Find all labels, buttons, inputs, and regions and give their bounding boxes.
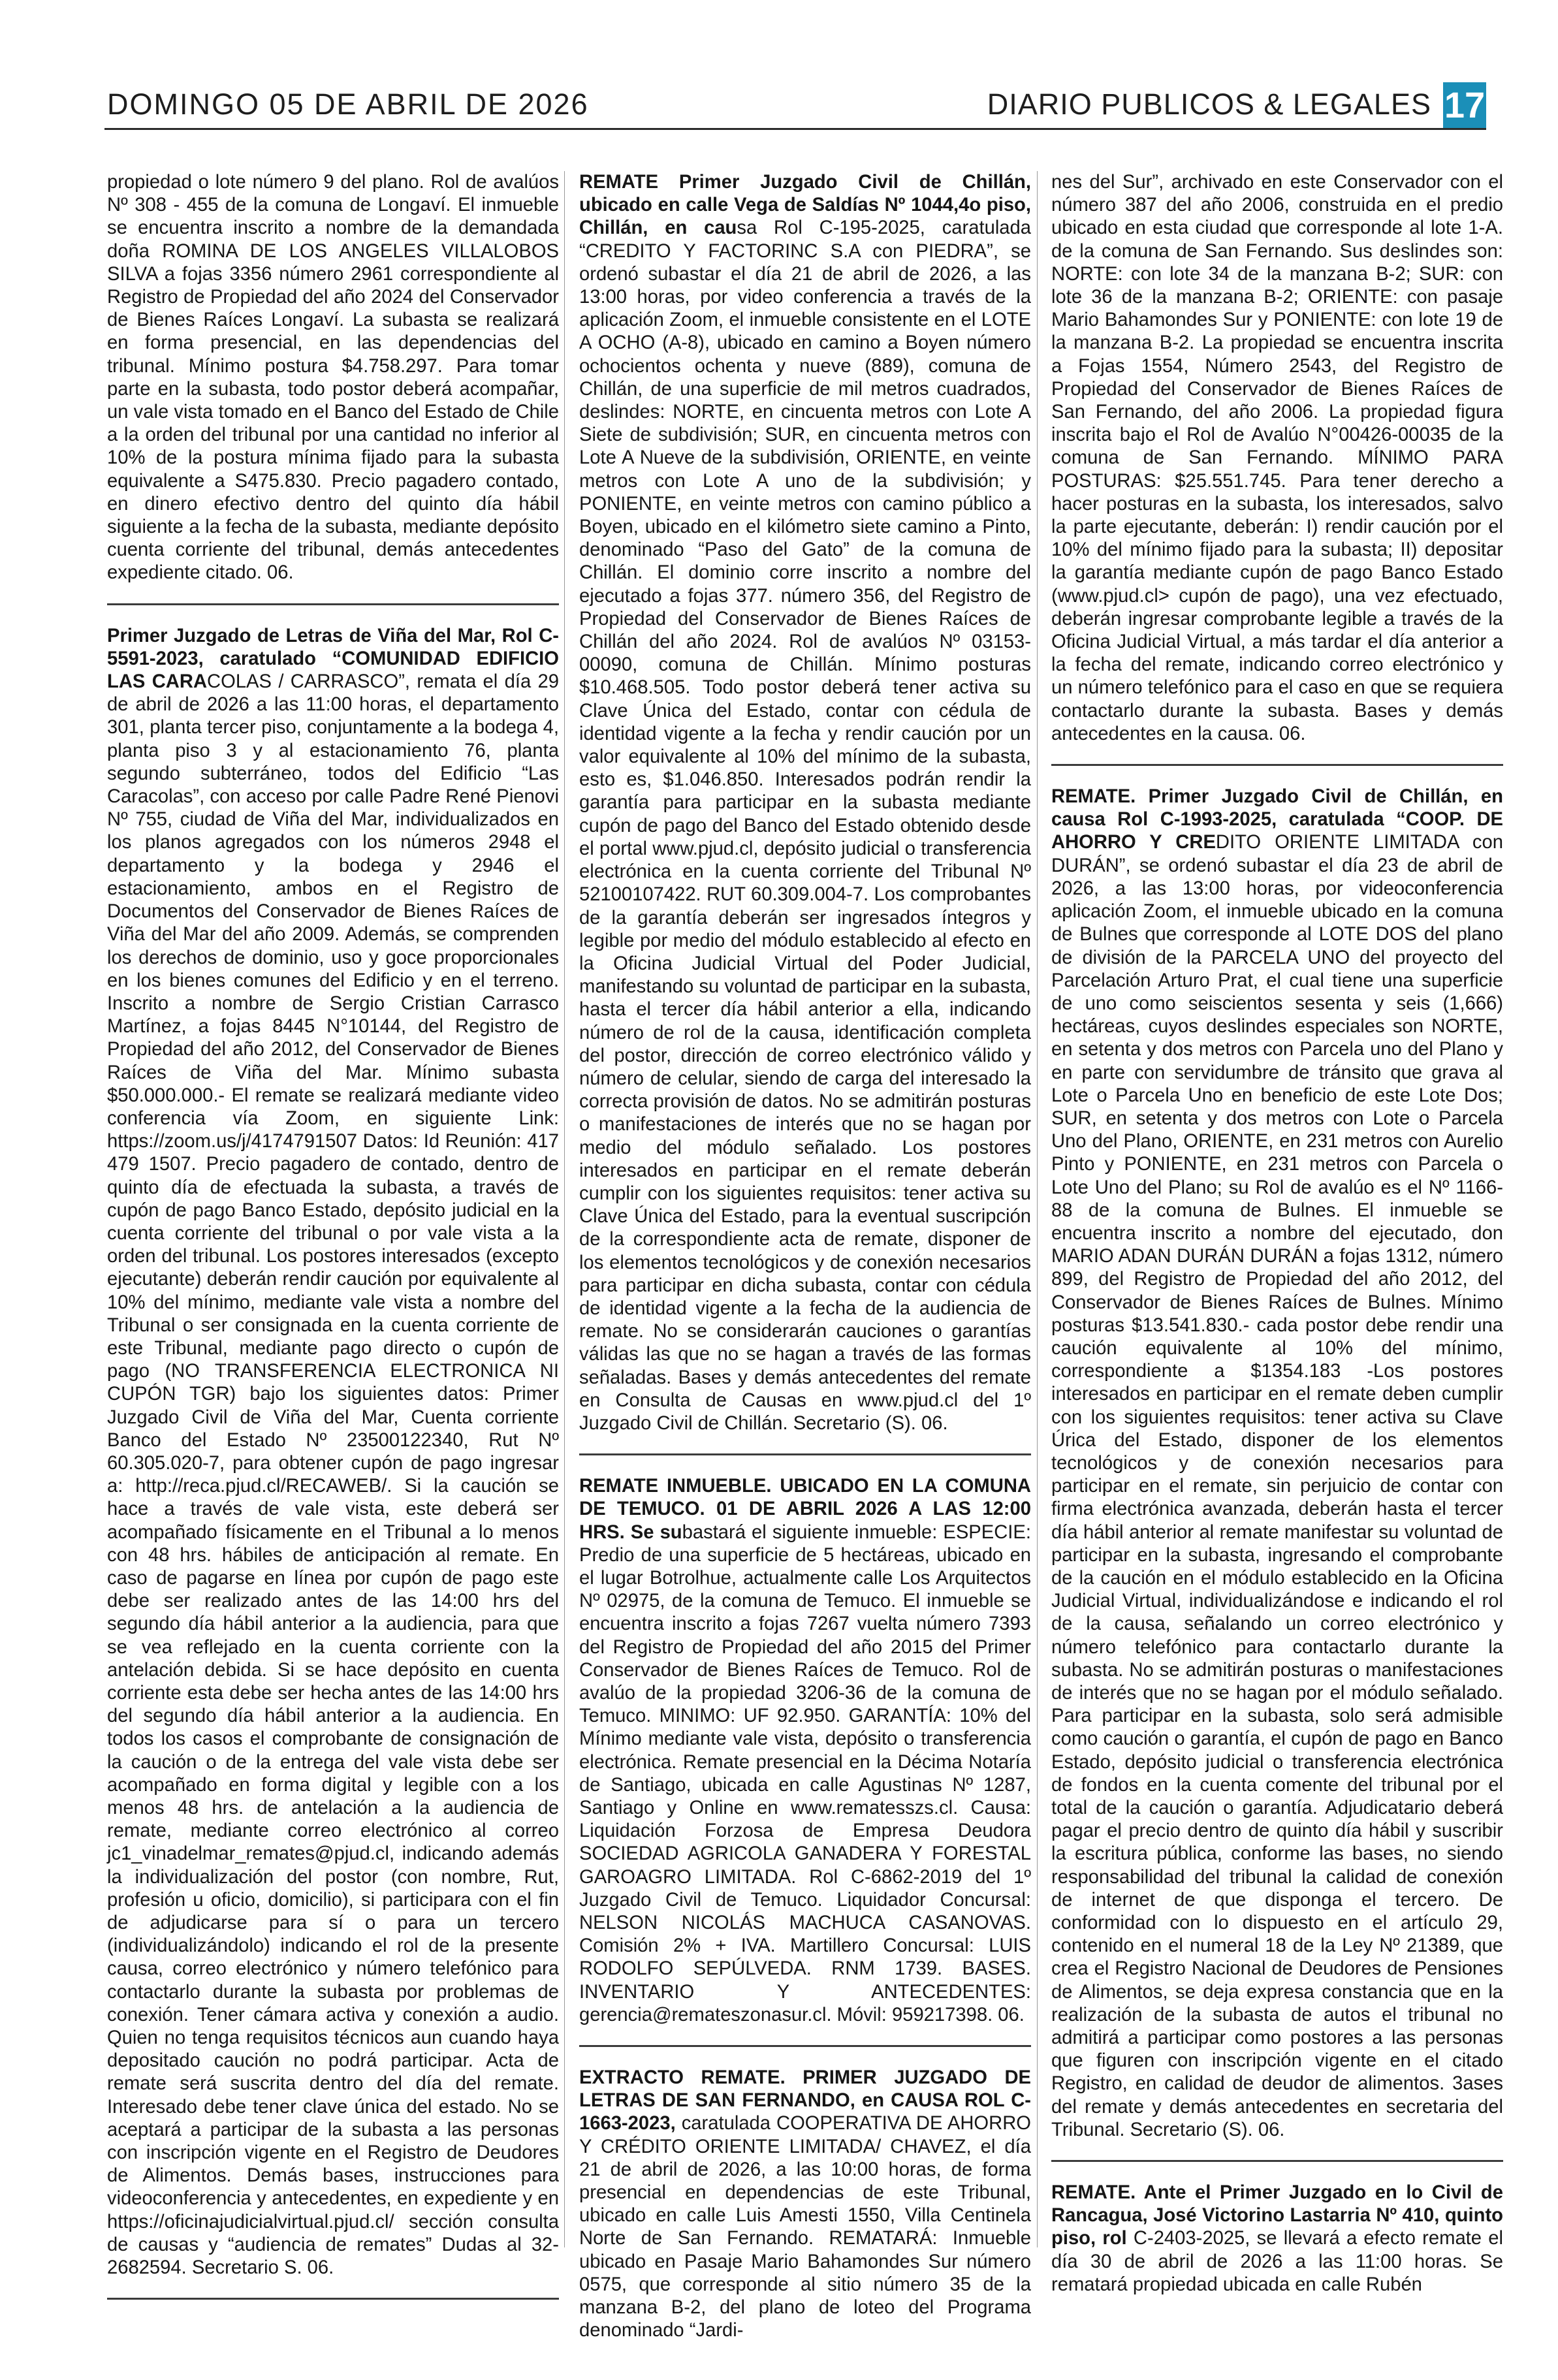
- issue-date: DOMINGO 05 DE ABRIL DE 2026: [107, 87, 589, 121]
- column-rule: [564, 171, 565, 2247]
- legal-notice: REMATE Primer Juzgado Civil de Chillán, ubicado en calle Vega de Saldías Nº 1044,4o piso, Chillán, en causa Rol C-195-2025, caratulada “CREDITO Y FACTORINC S.A con PIEDRA”, se ordenó subastar el día 21 de abril de 2026, a las 13:00 horas, por video conferencia a través de la aplicación Zoom, el inmueble consistente en el LOTE A OCHO (A-8), ubicado en camino a Boyen número ochocientos ochenta y nueve (889), comuna de Chillán, de una superficie de mil metros cuadrados, deslindes: NORTE, en cincuenta metros con Lote A Siete de subdivisión; SUR, en cincuenta metros con Lote A Nueve de la subdivisión, ORIENTE, en veinte metros con Lote A uno de la subdivisión; y PONIENTE, en veinte metros con camino público a Boyen, ubicado en el kilómetro siete camino a Pinto, denominado “Paso del Gato” de la comuna de Chillán. El dominio corre inscrito a nombre del ejecutado a fojas 377. número 356, del Registro de Propiedad del Conservador de Bienes Raíces de Chillán del año 2024. Rol de avalúos Nº 03153-00090, comuna de Chillán. Mínimo posturas $10.468.505. Todo postor deberá tener activa su Clave Única del Estado, contar con cédula de identidad vigente a la fecha y rendir caución por un valor equivalente al 10% del mínimo de la subasta, esto es, $1.046.850. Interesados podrán rendir la garantía para participar en la subasta mediante cupón de pago del Banco del Estado obtenido desde el portal www.pjud.cl, depósito judicial o transferencia electrónica en la cuenta corriente del Tribunal Nº 52100107422. RUT 60.309.004-7. Los comprobantes de la garantía deberán ser ingresados íntegros y legible por medio del módulo establecido al efecto en la Oficina Judicial Virtual del Poder Judicial, manifestando su voluntad de participar en la subasta, hasta el tercer día hábil anterior a ella, indicando número de rol de la causa, identificación completa del postor, dirección de correo electrónico válido y número de celular, siendo de carga del interesado la correcta provisión de datos. No se admitirán posturas o manifestaciones de interés que no se hagan por medio del módulo señalado. Los postores interesados en participar en el remate deberán cumplir con los siguientes requisitos: tener activa su Clave Única del Estado, para la eventual suscripción de la correspondiente acta de remate, disponer de los elementos tecnológicos y de conexión necesarios para participar en dicha subasta, contar con cédula de identidad vigente a la fecha de la audiencia de remate. No se considerarán cauciones o garantías válidas las que no se hagan a través de las formas señaladas. Bases y demás antecedentes del remate en Consulta de Causas en www.pjud.cl del 1º Juzgado Civil de Chillán. Secretario (S). 06.: [579, 171, 1031, 1455]
- legal-notice: nes del Sur”, archivado en este Conservador con el número 387 del año 2006, construida en el predio ubicado en esta ciudad que corresponde al lote 1-A. de la comuna de San Fernando. Sus deslindes son: NORTE: con lote 34 de la manzana B-2; SUR: con lote 36 de la manzana B-2; ORIENTE: con pasaje Mario Bahamondes Sur y PONIENTE: con lote 19 de la manzana B-2. La propiedad se encuentra inscrita a Fojas 1554, Número 2543, del Registro de Propiedad del Conservador de Bienes Raíces de San Fernando, del año 2006. La propiedad figura inscrita bajo el Rol de Avalúo N°00426-00035 de la comuna de San Fernando. MÍNIMO PARA POSTURAS: $25.551.745. Para tener derecho a hacer posturas en la subasta, los interesados, salvo la parte ejecutante, deberán: I) rendir caución por el 10% del mínimo fijado para la subasta; II) depositar la garantía mediante cupón de pago Banco Estado (www.pjud.cl> cupón de pago), una vez efectuado, deberán ingresar comprobante legible a través de la Oficina Judicial Virtual, a más tardar el día anterior a la fecha del remate, indicando correo electrónico y un número telefónico para el caso en que se requiera contactarlo durante la subasta. Bases y demás antecedentes en la causa. 06.: [1051, 171, 1503, 766]
- column-rule: [1037, 171, 1038, 2247]
- column-2: [579, 171, 1031, 2380]
- page-number: 17: [1443, 82, 1486, 128]
- column-3: [1051, 171, 1503, 2334]
- legal-notice: EXTRACTO REMATE. PRIMER JUZGADO DE LETRAS DE SAN FERNANDO, en CAUSA ROL C-1663-2023, caratulada COOPERATIVA DE AHORRO Y CRÉDITO ORIENTE LIMITADA/ CHAVEZ, el día 21 de abril de 2026, a las 10:00 horas, de forma presencial en dependencias de este Tribunal, ubicado en calle Luis Amesti 1550, Villa Centinela Norte de San Fernando. REMATARÁ: Inmueble ubicado en Pasaje Mario Bahamondes Sur número 0575, que corresponde al sitio número 35 de la manzana B-2, del plano de loteo del Programa denominado “Jardi-: [579, 2067, 1031, 2341]
- publication-title: DIARIO PUBLICOS & LEGALES: [987, 87, 1431, 121]
- legal-notice: REMATE. Primer Juzgado Civil de Chillán, en causa Rol C-1993-2025, caratulada “COOP. DE AHORRO Y CREDITO ORIENTE LIMITADA con DURÁN”, se ordenó subastar el día 23 de abril de 2026, a las 13:00 horas, por videoconferencia aplicación Zoom, el inmueble ubicado en la comuna de Bulnes que corresponde al LOTE DOS del plano de división de la PARCELA UNO del proyecto del Parcelación Arturo Prat, el cual tiene una superficie de uno como seiscientos sesenta y seis (1,666) hectáreas, cuyos deslindes especiales son NORTE, en setenta y dos metros con Parcela uno del Plano y en parte con servidumbre de tránsito que grava al Lote o Parcela Uno en beneficio de este Lote Dos; SUR, en setenta y dos metros con Lote o Parcela Uno del Plano, ORIENTE, en 231 metros con Aurelio Pinto y PONIENTE, en 231 metros con Parcela o Lote Uno del Plano; su Rol de avalúo es el Nº 1166-88 de la comuna de Bulnes. El inmueble se encuentra inscrito a nombre del ejecutado, don MARIO ADAN DURÁN DURÁN a fojas 1312, número 899, del Registro de Propiedad del año 2012, del Conservador de Bienes Raíces de Bulnes. Mínimo posturas $13.541.830.- cada postor debe rendir una caución equivalente al 10% del mínimo, correspondiente a $1354.183 -Los postores interesados en participar en el remate deben cumplir con los siguientes requisitos: tener activa su Clave Úrica del Estado, disponer de los elementos tecnológicos y de conexión necesarios para participar en el remate, sin perjuicio de contar con firma electrónica avanzada, deberán hasta el tercer día hábil anterior al remate manifestar su voluntad de participar en la subasta, ingresando el comprobante de la caución en el módulo establecido en la Oficina Judicial Virtual, individualizándose e indicando el rol de la causa, señalando un correo electrónico y número telefónico para contactarlo durante la subasta. No se admitirán posturas o manifestaciones de interés que no se hagan por el módulo señalado. Para participar en la subasta, solo será admisible como caución o garantía, el cupón de pago en Banco Estado, depósito judicial o transferencia electrónica de fondos en la cuenta comente del tribunal por el total de la caución o garantía. Adjudicatario deberá pagar el precio dentro de quinto día hábil y suscribir la escritura pública, conforme las bases, no siendo responsabilidad del tribunal la calidad de conexión de internet de que disponga el tercero. De conformidad con lo dispuesto en el artículo 29, contenido en el numeral 18 de la Ley Nº 21389, que crea el Registro Nacional de Deudores de Pensiones de Alimentos, se deja expresa constancia que en la realización de la subasta de autos el tribunal no admitirá a participar como postores a las personas que figuren con inscripción vigente en el citado Registro, en calidad de deudor de alimentos. 3ases del remate y demás antecedentes en secretaria del Tribunal. Secretario (S). 06.: [1051, 785, 1503, 2162]
- page-header: [104, 82, 1486, 130]
- legal-notice: REMATE. Ante el Primer Juzgado en lo Civil de Rancagua, José Victorino Lastarria Nº 410, quinto piso, rol C-2403-2025, se llevará a efecto remate el día 30 de abril de 2026 a las 11:00 horas. Se rematará propiedad ubicada en calle Rubén: [1051, 2182, 1503, 2295]
- legal-notice: Primer Juzgado de Letras de Viña del Mar, Rol C-5591-2023, caratulado “COMUNIDAD EDIFICIO LAS CARACOLAS / CARRASCO”, remata el día 29 de abril de 2026 a las 11:00 horas, el departamento 301, planta tercer piso, conjuntamente a la bodega 4, planta piso 3 y al estacionamiento 76, planta segundo subterráneo, todos del Edificio “Las Caracolas”, con acceso por calle Padre René Pienovi Nº 755, ciudad de Viña del Mar, individualizados en los planos agregados con los números 2948 el departamento y la bodega y 2946 el estacionamiento, ambos en el Registro de Documentos del Conservador de Bienes Raíces de Viña del Mar del año 2009. Además, se comprenden los derechos de dominio, uso y goce proporcionales en los bienes comunes del Edificio y en el terreno. Inscrito a nombre de Sergio Cristian Carrasco Martínez, a fojas 8445 N°10144, del Registro de Propiedad del año 2012, del Conservador de Bienes Raíces de Viña del Mar. Mínimo subasta $50.000.000.- El remate se realizará mediante video conferencia vía Zoom, en siguiente Link: https://zoom.us/j/4174791507 Datos: Id Reunión: 417 479 1507. Precio pagadero de contado, dentro de quinto día de efectuada la subasta, a través de cupón de pago Banco Estado, depósito judicial en la cuenta corriente del tribunal o por vale vista a la orden del tribunal. Los postores interesados (excepto ejecutante) deberán rendir caución por equivalente al 10% del mínimo, mediante vale vista a nombre del Tribunal o ser consignada en la cuenta corriente de este Tribunal, mediante pago directo o cupón de pago (NO TRANSFERENCIA ELECTRONICA NI CUPÓN TGR) bajo los siguientes datos: Primer Juzgado Civil de Viña del Mar, Cuenta corriente Banco del Estado Nº 23500122340, Rut Nº 60.305.020-7, para obtener cupón de pago ingresar a: http://reca.pjud.cl/RECAWEB/. Si la caución se hace a través de vale vista, este deberá ser acompañado físicamente en el Tribunal a lo menos con 48 hrs. hábiles de anticipación al remate. En caso de pagarse en línea por cupón de pago este debe ser realizado antes de las 14:00 hrs del segundo día hábil anterior a la audiencia, para que se vea reflejado en la cuenta corriente con la antelación debida. Si se hace depósito en cuenta corriente esta debe ser hecha antes de las 14:00 hrs del segundo día hábil anterior a la audiencia. En todos los casos el comprobante de consignación de la caución o de la entrega del vale vista debe ser acompañado en forma digital y legible con a los menos 48 hrs. de antelación a la audiencia de remate, mediante correo electrónico al correo jc1_vinadelmar_remates@pjud.cl, indicando además la individualización del postor (con nombre, Rut, profesión u oficio, domicilio), si participara con el fin de adjudicarse para sí o para un tercero (individualizándolo) indicando el rol de la presente causa, correo electrónico y número telefónico para contactarlo durante la subasta por problemas de conexión. Tener cámara activa y conexión a audio. Quien no tenga requisitos técnicos aun cuando haya depositado caución no podrá participar. Acta de remate será suscrita dentro del día del remate. Interesado debe tener clave única del estado. No se aceptará a participar de la subasta a las personas con inscripción vigente en el Registro de Deudores de Alimentos. Demás bases, instrucciones para videoconferencia y antecedentes, en expediente y en https://oficinajudicialvirtual.pjud.cl/ sección consulta de causas y “audiencia de remates” Dudas al 32-2682594. Secretario S. 06.: [107, 625, 559, 2300]
- legal-notice: propiedad o lote número 9 del plano. Rol de avalúos Nº 308 - 455 de la comuna de Longaví. El inmueble se encuentra inscrito a nombre de la demandada doña ROMINA DE LOS ANGELES VILLALOBOS SILVA a fojas 3356 número 2961 correspondiente al Registro de Propiedad del año 2024 del Conservador de Bienes Raíces Longaví. La subasta se realizará en forma presencial, en las dependencias del tribunal. Mínimo postura $4.758.297. Para tomar parte en la subasta, todo postor deberá acompañar, un vale vista tomado en el Banco del Estado de Chile a la orden del tribunal por una cantidad no inferior al 10% de la postura mínima fijado para la subasta equivalente a S475.830. Precio pagadero contado, en dinero efectivo dentro del quinto día hábil siguiente a la fecha de la subasta, mediante depósito cuenta corriente del tribunal, demás antecedentes expediente citado. 06.: [107, 171, 559, 605]
- legal-notice: REMATE INMUEBLE. UBICADO EN LA COMUNA DE TEMUCO. 01 DE ABRIL 2026 A LAS 12:00 HRS. Se subastará el siguiente inmueble: ESPECIE: Predio de una superficie de 5 hectáreas, ubicado en el lugar Botrolhue, actualmente calle Los Arquitectos Nº 02975, de la comuna de Temuco. El inmueble se encuentra inscrito a fojas 7267 vuelta número 7393 del Registro de Propiedad del año 2015 del Primer Conservador de Bienes Raíces de Temuco. Rol de avalúo de la propiedad 3206-36 de la comuna de Temuco. MINIMO: UF 92.950. GARANTÍA: 10% del Mínimo mediante vale vista, depósito o transferencia electrónica. Remate presencial en la Décima Notaría de Santiago, ubicada en calle Agustinas Nº 1287, Santiago y Online en www.rematesszs.cl. Causa: Liquidación Forzosa de Empresa Deudora SOCIEDAD AGRICOLA GANADERA Y FORESTAL GAROAGRO LIMITADA. Rol C-6862-2019 del 1º Juzgado Civil de Temuco. Liquidador Concursal: NELSON NICOLÁS MACHUCA CASANOVAS. Comisión 2% + IVA. Martillero Concursal: LUIS RODOLFO SEPÚLVEDA. RNM 1739. BASES. INVENTARIO Y ANTECEDENTES: gerencia@remateszonasur.cl. Móvil: 959217398. 06.: [579, 1475, 1031, 2047]
- column-1: [107, 171, 559, 2319]
